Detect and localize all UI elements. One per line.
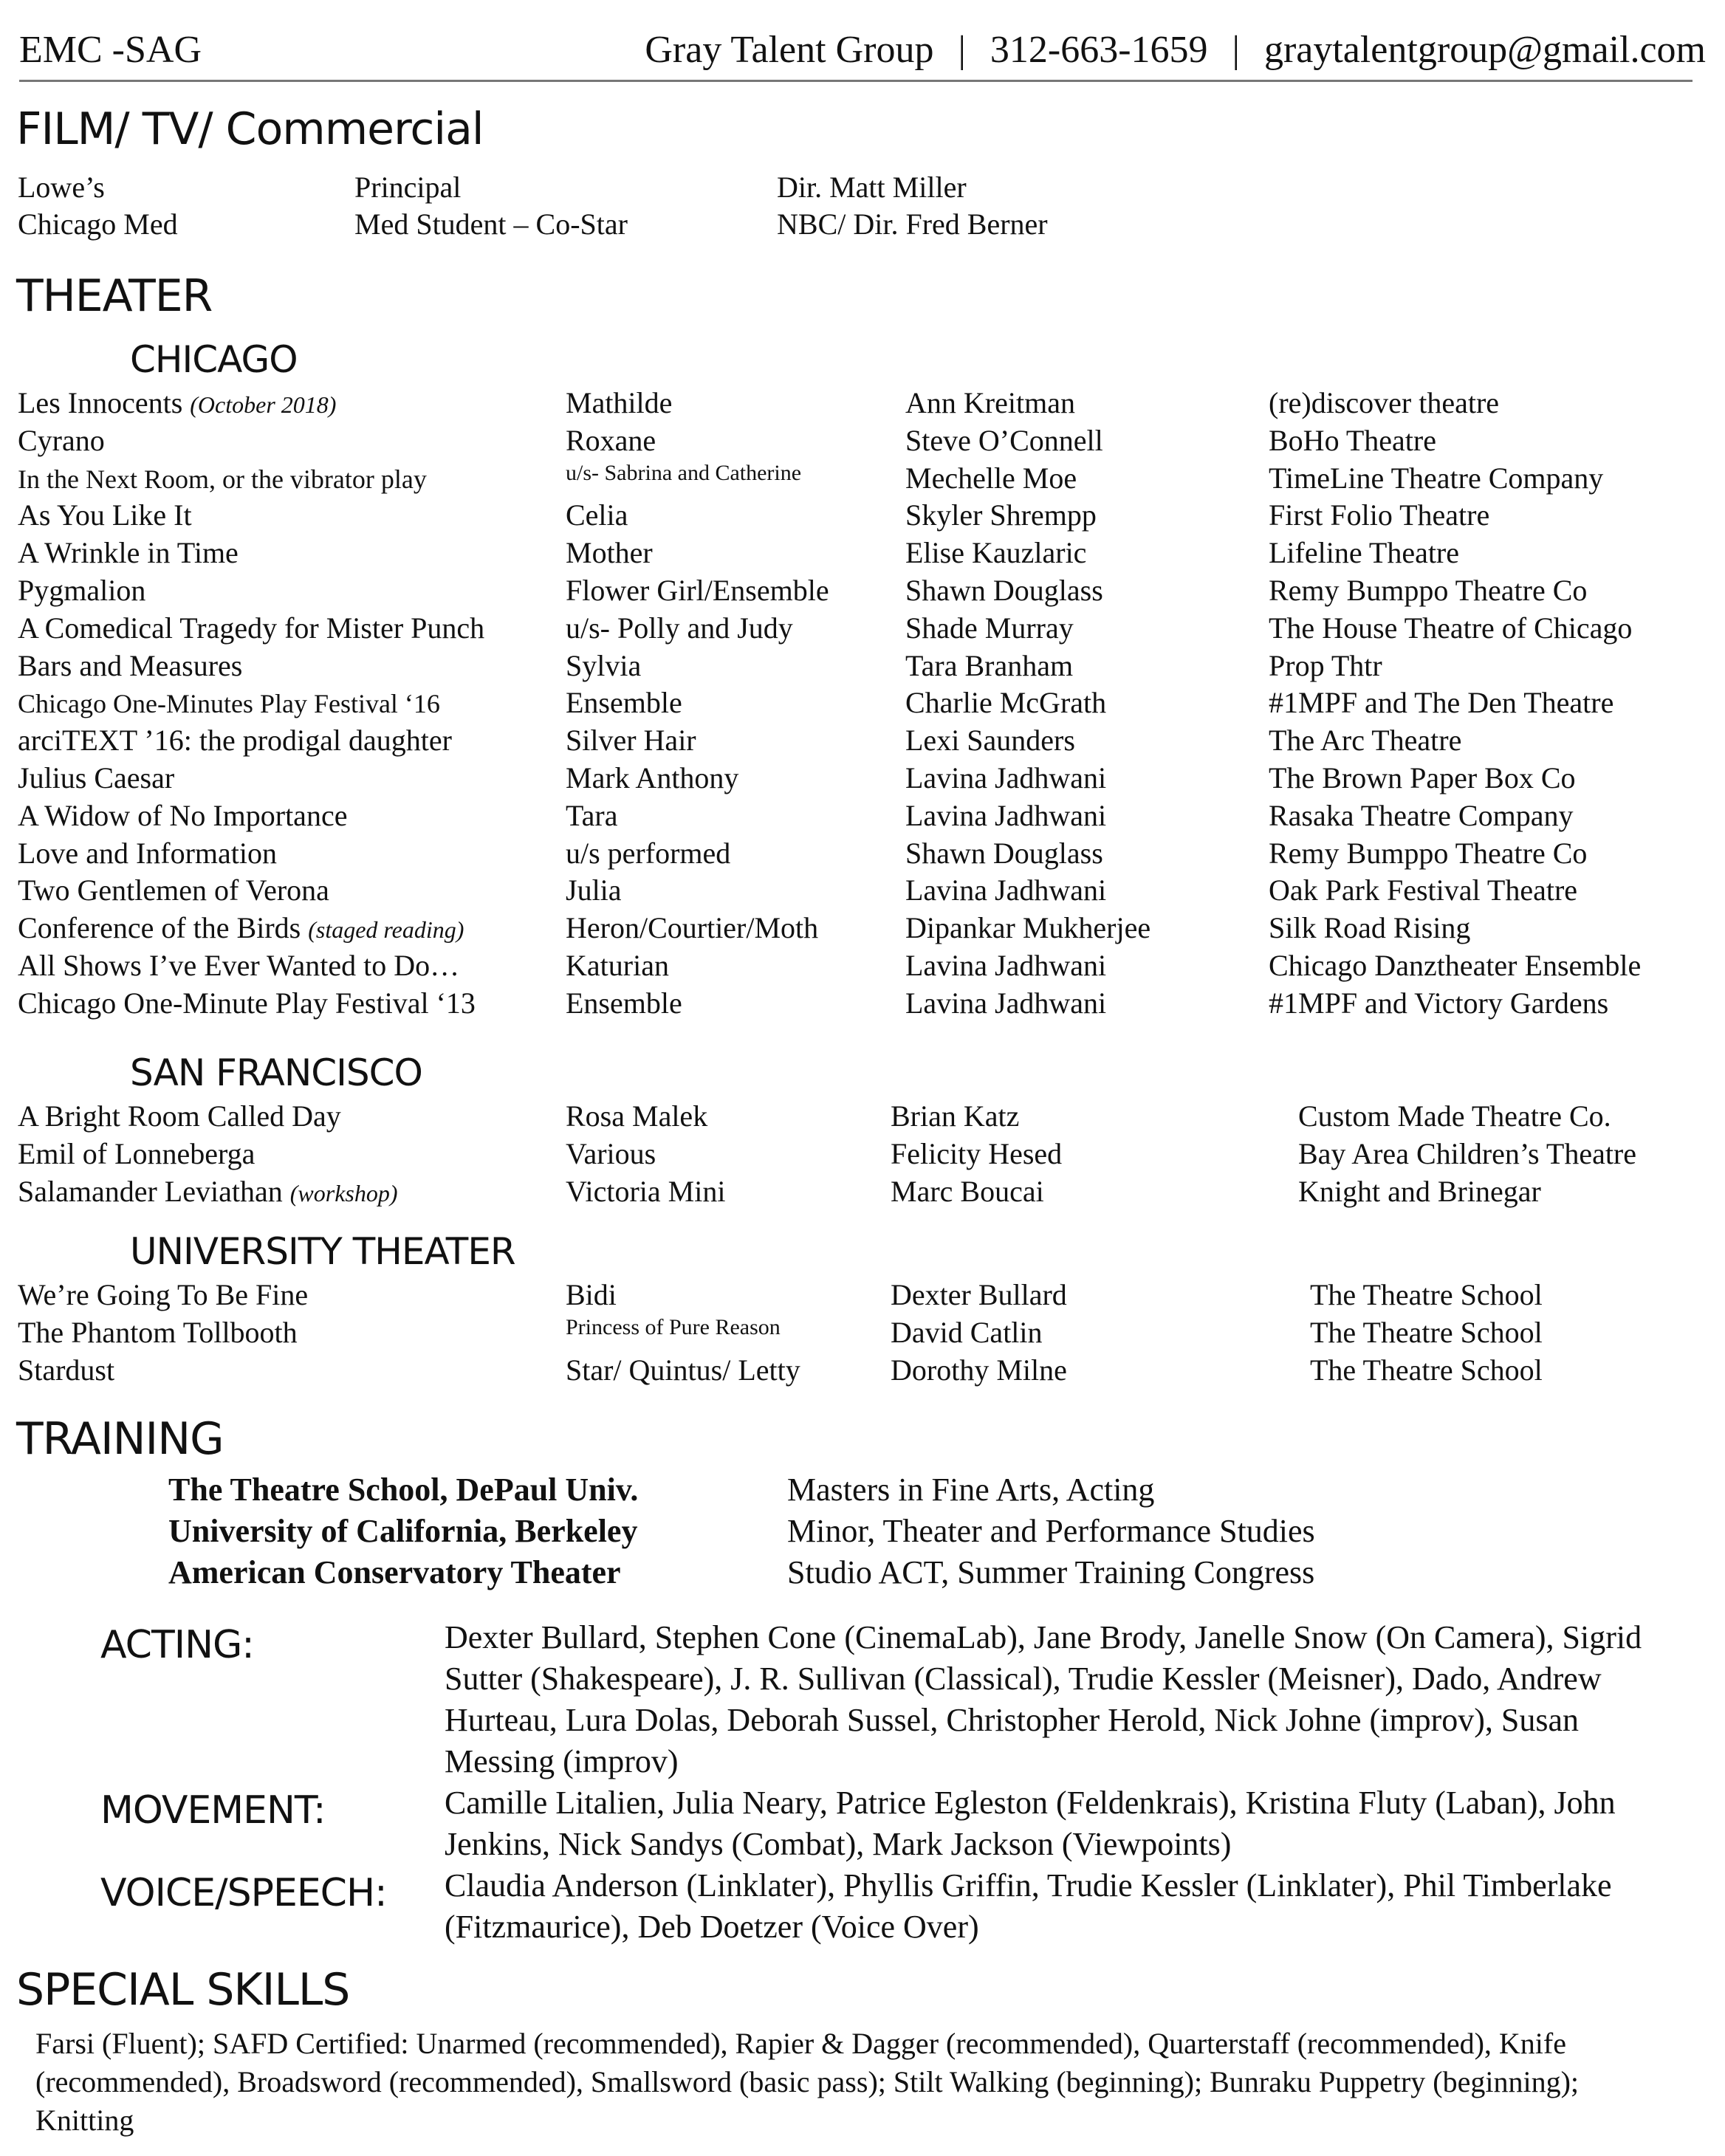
credit-role: Mother [566,536,653,570]
credit-title [18,1315,298,1350]
credit-company: Remy Bumppo Theatre Co [1269,574,1588,607]
credit-role: u/s- Polly and Judy [566,611,793,645]
credit-title [18,761,174,795]
credit-director: Charlie McGrath [905,686,1107,720]
credit-row [0,461,1725,498]
agency-name: Gray Talent Group [645,29,934,71]
credit-role: Various [566,1137,656,1170]
credit-title [18,461,427,495]
credit-director: Dexter Bullard [891,1278,1067,1311]
credit-company: Oak Park Festival Theatre [1269,873,1578,907]
credit-row [0,1353,1725,1390]
credit-row [0,836,1725,873]
credit-director: Skyler Shrempp [905,498,1097,532]
credit-title [18,836,277,871]
credit-title-text: Chicago One-Minutes Play Festival ‘16 [18,689,440,719]
credit-role: Roxane [566,423,656,457]
credit-title-text: Conference of the Birds [18,911,301,945]
credit-company: The Theatre School [1310,1316,1543,1349]
credit-title [18,1353,114,1387]
credit-director: Dipankar Mukherjee [905,911,1151,945]
credit-company: The Arc Theatre [1269,724,1462,758]
credit-role: Bidi [566,1278,617,1311]
credit-role: Princess of Pure Reason [566,1315,781,1339]
credit-title [18,948,459,983]
credit-role: u/s performed [566,836,731,870]
credit-director: Lavina Jadhwani [905,761,1107,794]
credit-title [18,648,242,683]
credit-title-text: arciTEXT ’16: the prodigal daughter [18,724,452,758]
credit-row [0,498,1725,535]
credit-row [0,685,1725,722]
credit-title [18,910,464,945]
credit-director: Lavina Jadhwani [905,873,1107,907]
credit-title [18,611,484,645]
credit-row [0,910,1725,947]
credit-director: David Catlin [891,1316,1043,1349]
credit-title-text: Cyrano [18,423,105,457]
credit-director: NBC/ Dir. Fred Berner [777,207,1048,241]
credit-row [0,170,1725,207]
credit-role: Star/ Quintus/ Letty [566,1353,800,1387]
credit-company: The Theatre School [1310,1278,1543,1311]
credit-company: Custom Made Theatre Co. [1298,1099,1611,1133]
credit-company: Rasaka Theatre Company [1269,798,1574,832]
credit-title-text: Stardust [18,1353,115,1387]
credit-director: Marc Boucai [891,1175,1044,1208]
school-name: The Theatre School, DePaul Univ. [168,1472,639,1508]
credit-title-text: Love and Information [18,836,277,870]
credit-director: Shade Murray [905,611,1074,645]
acting-teachers: Dexter Bullard, Stephen Cone (CinemaLab), Jane Brody, Janelle Snow (On Camera), Sigrid Sutter (Shakespeare), J. R. Sullivan (Classical), Trudie Kessler (Meisner), Dado, Andrew Hurteau, Lura Dolas, Deborah Sussel, Christopher Herold, Nick Johne (improv), Susan Messing (improv) [445,1619,1642,1779]
agency-email[interactable]: graytalentgroup@gmail.com [1263,29,1706,71]
credit-title: Chicago Med [18,207,178,241]
film-tv-heading: FILM/ TV/ Commercial [16,103,484,155]
credit-row [0,1174,1725,1211]
credit-role: Ensemble [566,986,682,1020]
credit-row [0,873,1725,910]
credit-company: Lifeline Theatre [1269,536,1460,570]
credit-company: The Theatre School [1310,1353,1543,1387]
special-skills-heading: SPECIAL SKILLS [16,1964,350,2016]
credit-title-text: A Bright Room Called Day [18,1099,341,1133]
credit-director: Dorothy Milne [891,1353,1067,1387]
acting-label: ACTING: [100,1623,254,1667]
credit-director: Shawn Douglass [905,836,1103,870]
union-affiliation: EMC -SAG [19,29,202,71]
credit-role: Heron/Courtier/Moth [566,911,819,945]
credit-row [0,611,1725,648]
credit-title [18,873,329,907]
credit-title [18,986,476,1020]
credit-role: Flower Girl/Ensemble [566,574,829,607]
credit-row [0,948,1725,985]
credit-role: Med Student – Co-Star [354,207,628,241]
credit-company: #1MPF and The Den Theatre [1269,686,1614,720]
credit-row [0,1136,1725,1173]
credit-role: Mathilde [566,386,673,419]
credit-title-text: We’re Going To Be Fine [18,1278,309,1311]
credit-title [18,573,145,608]
credit-director: Dir. Matt Miller [777,171,967,204]
agency-phone: 312-663-1659 [990,29,1208,71]
credit-role: Celia [566,498,628,532]
credit-role: Rosa Malek [566,1099,708,1133]
special-skills-text: Farsi (Fluent); SAFD Certified: Unarmed (recommended), Rapier & Dagger (recommended), Quarterstaff (recommended), Knife (recommended), Broadsword (recommended), Smallsword (basic pass); Stilt Walking (beginning); Bunraku Puppetry (beginning); Knitting [35,2027,1580,2137]
credit-row [0,385,1725,422]
credit-title-text: In the Next Room, or the vibrator play [18,464,427,494]
credit-director: Lexi Saunders [905,724,1075,758]
credit-title [18,798,347,833]
credit-company: Bay Area Children’s Theatre [1298,1137,1637,1170]
credit-note: (staged reading) [308,916,464,944]
school-program: Studio ACT, Summer Training Congress [787,1554,1315,1590]
credit-company: BoHo Theatre [1269,423,1436,457]
header-divider [19,80,1693,82]
credit-row [0,573,1725,610]
credit-role: Mark Anthony [566,761,739,794]
credit-company: TimeLine Theatre Company [1269,461,1604,495]
credit-title [18,1174,398,1209]
credit-role: Sylvia [566,648,642,682]
credit-title-text: All Shows I’ve Ever Wanted to Do… [18,949,460,982]
credit-title [18,1099,341,1133]
credit-director: Lavina Jadhwani [905,949,1107,982]
credit-title-text: The Phantom Tollbooth [18,1316,298,1349]
credit-company: The Brown Paper Box Co [1269,761,1576,794]
credit-title [18,1136,255,1171]
credit-company: (re)discover theatre [1269,386,1500,419]
credit-role: Victoria Mini [566,1175,726,1208]
credit-director: Brian Katz [891,1099,1020,1133]
credit-company: Prop Thtr [1269,648,1382,682]
credit-role: u/s- Sabrina and Catherine [566,460,802,485]
separator: | [958,29,966,71]
credit-row [0,761,1725,797]
credit-row [0,1315,1725,1352]
credit-director: Elise Kauzlaric [905,536,1087,570]
university-heading: UNIVERSITY THEATER [130,1230,515,1273]
credit-company: Silk Road Rising [1269,911,1471,945]
contact-line [645,28,1706,72]
credit-company: The House Theatre of Chicago [1269,611,1633,645]
credit-director: Ann Kreitman [905,386,1075,419]
credit-row [0,986,1725,1023]
movement-teachers: Camille Litalien, Julia Neary, Patrice Egleston (Feldenkrais), Kristina Fluty (Laban), John Jenkins, Nick Sandys (Combat), Mark Jackson (Viewpoints) [445,1785,1616,1862]
credit-row [0,648,1725,685]
training-heading: TRAINING [16,1413,224,1465]
credit-director: Lavina Jadhwani [905,798,1107,832]
credit-role: Katurian [566,949,669,982]
credit-note: (October 2018) [190,391,337,418]
credit-title-text: A Comedical Tragedy for Mister Punch [18,611,485,645]
credit-row [0,423,1725,460]
credit-title [18,685,440,720]
credit-title-text: Salamander Leviathan [18,1175,283,1208]
credit-director: Lavina Jadhwani [905,986,1107,1020]
credit-director: Steve O’Connell [905,423,1103,457]
separator: | [1232,29,1240,71]
credit-company: #1MPF and Victory Gardens [1269,986,1609,1020]
credit-director: Tara Branham [905,648,1074,682]
credit-title-text: Pygmalion [18,574,146,607]
credit-role: Ensemble [566,686,682,720]
credit-company: Chicago Danztheater Ensemble [1269,949,1642,982]
credit-title-text: As You Like It [18,498,192,532]
credit-title [18,498,192,532]
credit-title-text: Julius Caesar [18,761,175,794]
credit-director: Shawn Douglass [905,574,1103,607]
school-name: University of California, Berkeley [168,1513,638,1549]
credit-row [0,723,1725,760]
school-name: American Conservatory Theater [168,1554,621,1590]
credit-row [0,1277,1725,1314]
credit-row [0,207,1725,244]
credit-row [0,1099,1725,1136]
credit-title-text: A Widow of No Importance [18,798,348,832]
credit-title-text: Two Gentlemen of Verona [18,873,329,907]
credit-company: First Folio Theatre [1269,498,1490,532]
credit-title [18,723,452,758]
chicago-heading: CHICAGO [130,338,298,381]
credit-row [0,535,1725,572]
theater-heading: THEATER [16,270,213,322]
credit-role: Silver Hair [566,724,696,758]
credit-row [0,798,1725,835]
credit-company: Knight and Brinegar [1298,1175,1541,1208]
credit-title [18,535,239,570]
credit-company: Remy Bumppo Theatre Co [1269,836,1588,870]
credit-title-text: A Wrinkle in Time [18,536,239,570]
credit-title [18,385,336,420]
school-program: Masters in Fine Arts, Acting [787,1472,1155,1508]
san-francisco-heading: SAN FRANCISCO [130,1051,422,1094]
credit-role: Tara [566,798,618,832]
credit-title-text: Emil of Lonneberga [18,1137,256,1170]
credit-title-text: Chicago One-Minute Play Festival ‘13 [18,986,476,1020]
credit-title [18,423,105,458]
voice-speech-teachers: Claudia Anderson (Linklater), Phyllis Griffin, Trudie Kessler (Linklater), Phil Timberlake (Fitzmaurice), Deb Doetzer (Voice Over) [445,1867,1612,1945]
credit-director: Felicity Hesed [891,1137,1063,1170]
credit-title-text: Les Innocents [18,386,183,419]
school-program: Minor, Theater and Performance Studies [787,1513,1315,1549]
credit-note: (workshop) [289,1180,398,1206]
credit-title-text: Bars and Measures [18,648,243,682]
movement-label: MOVEMENT: [100,1788,326,1833]
credit-title: Lowe’s [18,171,105,204]
credit-role: Principal [354,171,462,204]
credit-role: Julia [566,873,622,907]
credit-title [18,1277,308,1312]
credit-director: Mechelle Moe [905,461,1077,495]
voice-speech-label: VOICE/SPEECH: [100,1871,387,1915]
